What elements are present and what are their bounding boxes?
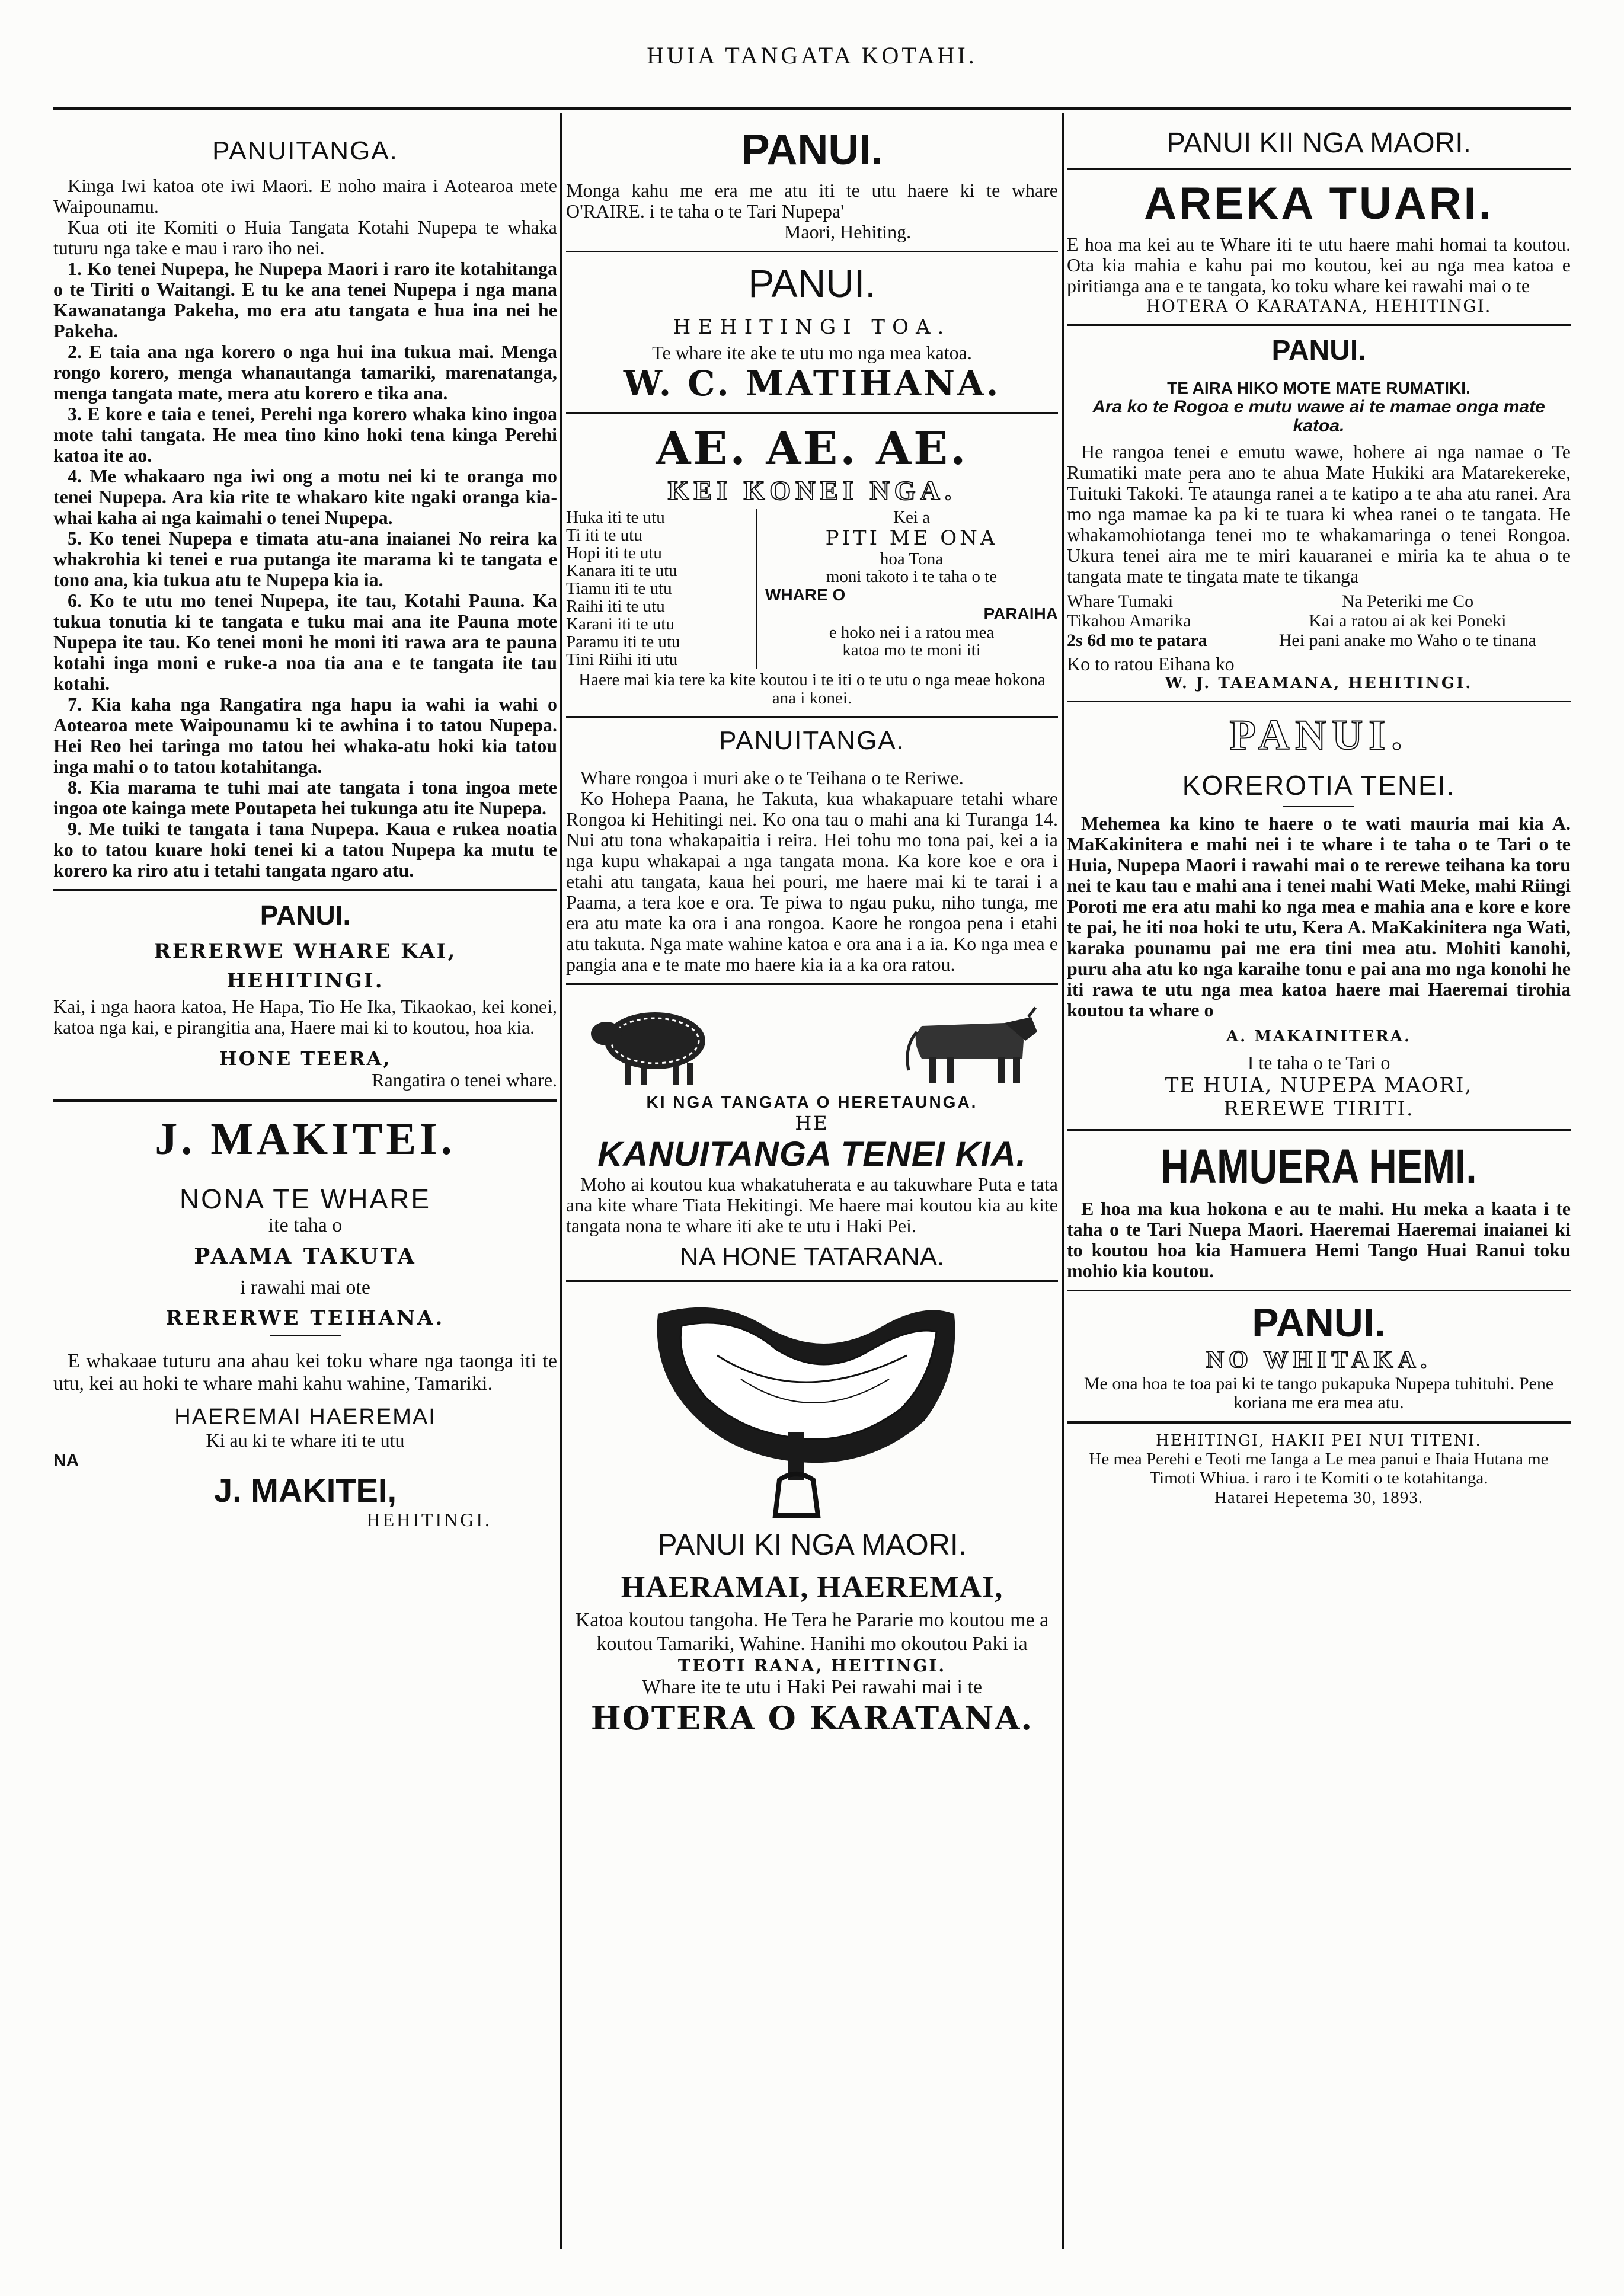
header-rule	[53, 107, 1571, 110]
advert-line: HAERAMAI, HAEREMAI,	[621, 1571, 1003, 1604]
advert-body: Me ona hoa te toa pai ki te tango pukapuka Nupepa tuhituhi. Pene koriana me era mea atu.	[1083, 1374, 1554, 1412]
advert-subtitle: KOREROTIA TENEI.	[1182, 770, 1456, 801]
price-list-source	[757, 509, 1058, 669]
advert-korerotia	[1067, 711, 1571, 1121]
divider	[566, 983, 1058, 985]
advert-line: RERERWE WHARE KAI,	[154, 939, 457, 963]
advert-signature: TEOTI RANA, HEITINGI.	[677, 1656, 947, 1675]
table-cell: Tikahou Amarika	[1067, 611, 1191, 631]
divider	[270, 1335, 341, 1336]
imprint-date: Hatarei Hepetema 30, 1893.	[1214, 1488, 1424, 1507]
advert-title: PANUI KI NGA MAORI.	[657, 1528, 967, 1561]
price-table	[1067, 591, 1571, 650]
advert-title: PANUI.	[748, 261, 876, 305]
notice-item: 6. Ko te utu mo tenei Nupepa, ite tau, Kotahi Pauna. Ka tukua tonutia ki te tangata e tuku mai ana ite Pauna mote Nupepa ite tau. Ko tenei moni he moni iti rawa ara te pauna kotahi inga moni e ruke-a noa tia ana e te tangata ite tau kotahi.	[53, 590, 557, 694]
sheep-icon	[584, 999, 720, 1088]
notice-intro-2: Kua oti ite Komiti o Huia Tangata Kotahi Nupepa te whaka tuturu nga take e mau i raro iho nei.	[53, 216, 557, 258]
divider	[53, 889, 557, 891]
table-cell: 2s 6d mo te patara	[1067, 631, 1207, 650]
notice-item: 3. E kore e taia e tenei, Perehi nga korero whaka kino ingoa mote tahi tangata. He mea tino kino hoki tena kinga Perehi katoa ite ao.	[53, 403, 557, 466]
advert-signature: NA HONE TATARANA.	[679, 1242, 945, 1271]
notice-item: 4. Me whakaaro nga iwi ong a motu nei ki te oranga mo tenei Nupepa. Ara kia rite te whakaro kite ngaki oranga kia-whai kaha ai nga kaimahi o tenei Nupepa.	[53, 465, 557, 528]
advert-matihana	[566, 261, 1058, 404]
column-divider	[1062, 113, 1064, 2249]
divider	[566, 1280, 1058, 1282]
advert-line: Ko to ratou Eihana ko	[1067, 653, 1235, 674]
price-item: Karani iti te utu	[566, 615, 674, 634]
column-2	[566, 113, 1058, 2249]
livestock-illustrations	[566, 993, 1058, 1088]
advert-title: PANUI.	[1271, 335, 1366, 366]
table-row	[1067, 631, 1571, 650]
advert-title: PANUI.	[1229, 711, 1408, 759]
advert-na: NA	[53, 1451, 79, 1470]
advert-title: HAMUERA HEMI.	[1161, 1140, 1477, 1194]
table-cell: Hei pani anake mo Waho o te tinana	[1278, 631, 1537, 650]
price-item: Raihi iti te utu	[566, 597, 665, 616]
source-line: hoa Tona	[880, 549, 944, 568]
advert-saddle	[566, 1290, 1058, 1737]
divider	[566, 412, 1058, 414]
advert-hamuera-hemi	[1067, 1139, 1571, 1281]
advert-body: Katoa koutou tangoha. He Tera he Pararie mo koutou me a koutou Tamariki, Wahine. Hanihi mo okoutou Paki ia	[575, 1609, 1049, 1655]
source-line: PITI ME ONA	[825, 526, 998, 550]
advert-line: KI NGA TANGATA O HERETAUNGA.	[646, 1093, 978, 1111]
advert-line: RERERWE TEIHANA.	[165, 1306, 445, 1330]
table-cell: Kai a ratou ai ak kei Poneki	[1309, 611, 1507, 631]
advert-line: NONA TE WHARE	[179, 1184, 431, 1214]
source-line: PARAIHA	[983, 605, 1058, 623]
advert-body: Te whare ite ake te utu mo nga mea katoa.	[652, 342, 972, 363]
divider	[1067, 1290, 1571, 1291]
advert-whitaka	[1067, 1300, 1571, 1412]
saddle-illustration	[566, 1290, 1058, 1521]
advert-title: PANUI KII NGA MAORI.	[1166, 127, 1471, 159]
source-line: e hoko nei i a ratou mea	[829, 623, 995, 642]
source-line: Kei a	[893, 508, 930, 527]
notice-title: PANUITANGA.	[212, 136, 398, 165]
price-item: Tiamu iti te utu	[566, 579, 672, 598]
advert-body: Whare rongoa i muri ake o te Teihana o te Reriwe.	[580, 767, 964, 788]
advert-body: Mehemea ka kino te haere o te wati mauria mai kia A. MaKakinitera e mahi nei i te whare i te taha o te Tari o te Huia, Nupepa Maori i rawahi mai o te rerewe teihana ka toru nei te kau tau e mahi ana i tenei mahi Wati Meke, mahi Riingi Poroti me era atu mahi ko nga mea e mahia ana e kore e kore te pai, he iti noa hoki te utu, Kera A. MaKakinitera nga Wati, karaka pounamu pai me era tini mea atu. Mohiti kanohi, puru aha atu ko nga karaihe tonu e pai ana mo nga konohi he iti rawa te utu nga mea katoa haere mai Haeremai tirohia koutou ta whare o	[1067, 813, 1571, 1021]
advert-line: REREWE TIRITI.	[1223, 1097, 1414, 1121]
advert-line: TE HUIA, NUPEPA MAORI,	[1165, 1073, 1473, 1097]
advert-body: He rangoa tenei e emutu wawe, hohere ai nga namae o Te Rumatiki mate pera ano te ahua Mate Hukiki ara Matarekereke, Tuituki Takoki. Te ataunga ranei a te katipo a te aha atu ranei. Ara mo nga mamae ka pa ki te tuara ki whea ranei o te tangata. He whakamohiotanga tenei mo te whakamaringa o tenei Rongoa. Ukura tenei aira me te miri kauaranei e miria ka te ahua o te tangata mate te tingata mate te tikanga	[1067, 441, 1571, 587]
table-row	[1067, 611, 1571, 631]
imprint-title: HEHITINGI, HAKII PEI NUI TITENI.	[1156, 1432, 1482, 1450]
advert-signature: W. J. TAEAMANA, HEHITINGI.	[1165, 674, 1473, 692]
advert-panui-oraire	[566, 126, 1058, 242]
advert-title: KANUITANGA TENEI KIA.	[597, 1135, 1027, 1173]
imprint-body: He mea Perehi e Teoti me Ianga a Le mea panui e Ihaia Hutana me Timoti Whiua. i raro i te Komiti o te kotahitanga.	[1089, 1450, 1549, 1488]
advert-rerewe-whare-kai	[53, 899, 557, 1091]
advert-line: ite taha o	[268, 1214, 343, 1236]
notice-item: 8. Kia marama te tuhi mai ate tangata i tona ingoa mete ingoa ote kainga mete Poutapeta hei tukunga atu ite Nupepa.	[53, 776, 557, 818]
advert-title: PANUI.	[1252, 1300, 1386, 1345]
column-1	[53, 113, 557, 2249]
advert-role: Rangatira o tenei whare.	[372, 1069, 557, 1091]
price-item: Hopi iti te utu	[566, 543, 662, 562]
advert-rongoa	[566, 726, 1058, 975]
table-cell: Whare Tumaki	[1067, 591, 1174, 611]
advert-subtitle: KEI KONEI NGA.	[667, 475, 957, 506]
divider	[1067, 168, 1571, 170]
source-line: katoa mo te moni iti	[842, 641, 981, 660]
saddle-icon	[646, 1290, 978, 1521]
divider	[1067, 324, 1571, 326]
column-divider	[560, 113, 562, 2249]
advert-line: HAEREMAI HAEREMAI	[174, 1405, 436, 1430]
advert-place: HOTERA O KARATANA, HEHITINGI.	[1146, 296, 1492, 316]
advert-name: AREKA TUARI.	[1144, 178, 1494, 229]
notice-item: 1. Ko tenei Nupepa, he Nupepa Maori i raro ite kotahitanga o te Tiriti o Waitangi. E tu ke ana tenei Nupepa i nga mana Kawanatanga Pakeha, mo era atu tangata e hua ina nei he Pakeha.	[53, 258, 557, 341]
divider	[1067, 701, 1571, 702]
notice-item: 9. Me tuiki te tangata i tana Nupepa. Kaua e rukea noatia ko to tatou kuare hoki tenei ki a tatou Nupepa ka mutu te korero ka riro atu i tetahi tangata ngaro atu.	[53, 818, 557, 881]
column-3	[1067, 113, 1571, 2249]
advert-body: Monga kahu me era me atu iti te utu haere ki te whare O'RAIRE. i te taha o te Tari Nupepa'	[566, 180, 1058, 222]
advert-body: E whakaae tuturu ana ahau kei toku whare nga taonga iti te utu, kei au hoki te whare mahi kahu wahine, Tamariki.	[53, 1350, 557, 1395]
price-item: Ti iti te utu	[566, 526, 642, 545]
advert-line: HEHITINGI.	[226, 969, 384, 993]
price-item: Kanara iti te utu	[566, 561, 677, 580]
notice-intro: Kinga Iwi katoa ote iwi Maori. E noho maira i Aotearoa mete Waipounamu.	[53, 175, 557, 217]
advert-title: AE. AE. AE.	[656, 422, 968, 475]
notice-panuitanga	[53, 136, 557, 881]
advert-line: I te taha o te Tari o	[1247, 1052, 1390, 1073]
divider	[1283, 806, 1354, 807]
price-list	[566, 509, 1058, 669]
divider	[53, 1099, 557, 1102]
advert-line: Ki au ki te whare iti te utu	[206, 1430, 405, 1451]
advert-subtitle: TE AIRA HIKO MOTE MATE RUMATIKI.	[1167, 379, 1470, 397]
advert-tagline: Ara ko te Rogoa e mutu wawe ai te mamae onga mate katoa.	[1092, 397, 1545, 436]
source-line: moni takoto i te taha o te	[826, 567, 998, 586]
advert-makitei	[53, 1114, 557, 1530]
advert-body: Kai, i nga haora katoa, He Hapa, Tio He Ika, Tikaokao, kei konei, katoa nga kai, e pirangitia ana, Haere mai ki to koutou, hoa kia.	[53, 996, 557, 1038]
price-item: Paramu iti te utu	[566, 632, 680, 651]
advert-hotel: HOTERA O KARATANA.	[590, 1699, 1034, 1737]
advert-line: Whare ite te utu i Haki Pei rawahi mai i te	[641, 1676, 982, 1698]
divider	[566, 251, 1058, 252]
notice-item: 5. Ko tenei Nupepa e timata atu-ana inaianei No reira ka whakrohia ki tenei e rua putanga ite marama ki te tangata e tono ana, kia tukua atu te Nupepa kia ia.	[53, 527, 557, 590]
advert-title: PANUI.	[260, 900, 351, 930]
bull-icon	[898, 999, 1040, 1088]
price-list-items	[566, 509, 757, 669]
imprint	[1067, 1432, 1571, 1508]
notice-item: 2. E taia ana nga korero o nga hui ina tukua mai. Menga rongo korero, menga whanautanga tamariki, marenatanga, menga tangata mate, mera atu korero e tika ana.	[53, 341, 557, 404]
price-item: Tini Riihi iti utu	[566, 650, 678, 669]
advert-title: PANUI.	[741, 126, 883, 174]
divider	[1067, 1129, 1571, 1131]
advert-signature: HONE TEERA,	[219, 1047, 392, 1070]
table-row	[1067, 591, 1571, 611]
advert-line: Maori, Hehiting.	[784, 221, 912, 242]
table-cell: Na Peteriki me Co	[1341, 591, 1474, 611]
advert-title: J. MAKITEI.	[155, 1114, 456, 1164]
advert-ae	[566, 422, 1058, 708]
advert-body: E hoa ma kei au te Whare iti te utu haere mahi homai ta koutou. Ota kia mahia e kahu pai mo koutou, kei au nga mea katoa e piritianga ana e te tangata, ko toku whare kei rawahi mai o te	[1067, 234, 1571, 296]
advert-body: Ko Hohepa Paana, he Takuta, kua whakapuare tetahi whare Rongoa ki Hehitingi nei. Ko ona tau o mahi ana ki Turanga 14. Nui atu tona whakapaitia i reira. Hei tohu mo tona pai, kei a ia nga kupu whakapai a nga tangata mona. Ka kore koe e ora i etahi atu tangata, kaua hei pouri, me haere mai ki te tarai i a Paama, a tera koe e ora. Te piwa to ngau puku, niho tunga, me era atu mate ka ora i ana rongoa. Kaore he rongoa pena i etahi atu takuta. Nga mate wahine katoa e ora ana i a ia. Ko nga mea e pangia ana e te mate mo haere kia ia a ka ora ratou.	[566, 788, 1058, 975]
divider	[566, 716, 1058, 718]
advert-body: Moho ai koutou kua whakatuherata e au takuwhare Puta e tata ana kite whare Tiata Hekitingi. Me haere mai koutou kia au kite tangata nona te whare iti ake te utu i Haki Pei.	[566, 1173, 1058, 1236]
advert-body: E hoa ma kua hokona e au te mahi. Hu meka a kaata i te taha o te Tari Nuepa Maori. Haeremai Haeremai inaianei ki to koutou hoa kia Hamuera Hemi Tango Huai Ranui toku mohio kia koutou.	[1067, 1198, 1571, 1281]
advert-signature: A. MAKAINITERA.	[1226, 1028, 1412, 1045]
advert-footer: Haere mai kia tere ka kite koutou i te iti o te utu o nga meae hokona ana i konei.	[578, 670, 1046, 708]
notice-item: 7. Kia kaha nga Rangatira nga hapu ia wahi ia wahi o Aotearoa mete Waipounamu ki te awhina i to tatou Nupepa. Hei Reo hei taringa mo tatou hei whaka-atu hoki kia tatou inga mahi o to tatou kotahitanga.	[53, 693, 557, 777]
advert-title: PANUITANGA.	[719, 726, 905, 755]
advert-place: HEHITINGI.	[366, 1509, 492, 1530]
advert-line: HE	[795, 1112, 829, 1134]
advert-signature: J. MAKITEI,	[213, 1472, 397, 1509]
page-header: HUIA TANGATA KOTAHI.	[647, 42, 977, 69]
advert-signature: W. C. MATIHANA.	[623, 363, 1001, 404]
price-item: Huka iti te utu	[566, 508, 665, 527]
advert-areka-tuari	[1067, 127, 1571, 316]
advert-line: HEHITINGI TOA.	[673, 315, 951, 339]
advert-heretaunga	[566, 993, 1058, 1272]
advert-line: i rawahi mai ote	[240, 1277, 370, 1299]
divider	[1067, 1421, 1571, 1424]
advert-line: PAAMA TAKUTA	[194, 1244, 417, 1269]
source-line: WHARE O	[765, 586, 846, 604]
advert-rumatiki	[1067, 334, 1571, 692]
advert-subtitle: NO WHITAKA.	[1206, 1347, 1432, 1374]
